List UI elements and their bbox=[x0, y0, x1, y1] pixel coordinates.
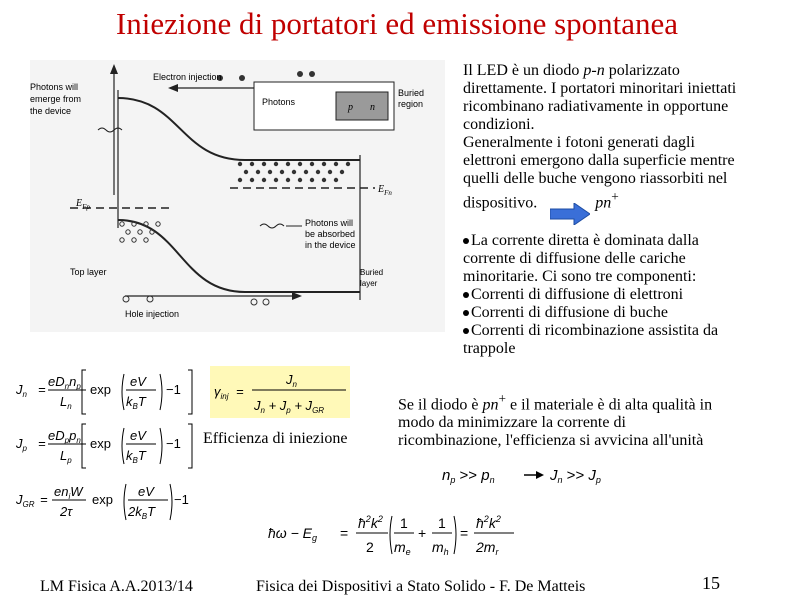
p1-line-3: ricombinano radiativamente in opportune bbox=[463, 98, 729, 115]
svg-text:−1: −1 bbox=[174, 492, 189, 507]
photons-emerge-l2: emerge from bbox=[30, 94, 82, 104]
svg-text:Jn: $J_n$ bbox=[286, 372, 297, 389]
photon-energy-formula bbox=[268, 508, 518, 560]
svg-text:=: = bbox=[460, 525, 469, 541]
svg-text:mh: $m_h$ bbox=[432, 539, 449, 557]
svg-text:me: $m_e$ bbox=[394, 539, 411, 557]
hole-injection-label: Hole injection bbox=[125, 309, 180, 319]
photons-absorbed-l3: in the device bbox=[305, 240, 356, 250]
band-diagram-figure bbox=[30, 60, 445, 332]
buried-region-l2: region bbox=[398, 99, 424, 109]
p2-bullet-2: Correnti di diffusione di buche bbox=[463, 304, 783, 322]
p1-line-6: elettroni emergono dalla superficie mentre bbox=[463, 152, 735, 169]
bullet-icon bbox=[463, 238, 469, 244]
svg-text:1: 1 bbox=[438, 515, 446, 531]
photons-emerge-l3: the device bbox=[30, 106, 72, 116]
svg-text:=: = bbox=[38, 436, 46, 451]
svg-text:eDnnp: $eD_nn_p$ bbox=[48, 374, 81, 391]
svg-text:2kBT: $2k_BT$ bbox=[128, 504, 156, 521]
p3-line-2: modo da minimizzare la corrente di bbox=[398, 414, 626, 432]
photons-label: Photons bbox=[262, 97, 296, 107]
svg-text:eV: eV bbox=[138, 484, 154, 499]
svg-text:=: = bbox=[340, 525, 349, 541]
svg-text:eniW: $en_iW$ bbox=[54, 484, 83, 501]
svg-text:exp: exp bbox=[90, 382, 111, 397]
efficiency-condition bbox=[398, 390, 768, 450]
footer-course: LM Fisica A.A.2013/14 bbox=[40, 578, 193, 595]
p1-line-2: direttamente. I portatori minoritari iniettati bbox=[463, 80, 737, 97]
n-label: n bbox=[370, 102, 375, 113]
footer-author: Fisica dei Dispositivi a Stato Solido - F. De Matteis bbox=[256, 578, 586, 595]
efficiency-label: Efficienza di iniezione bbox=[203, 430, 348, 447]
p2-line-1: La corrente diretta è dominata dalla bbox=[463, 232, 783, 250]
svg-text:exp: exp bbox=[92, 492, 113, 507]
svg-text:Jn >> Jp: $J_n >> J_p$ bbox=[550, 467, 601, 485]
p3-line-3: ricombinazione, l'efficienza si avvicina all'unità bbox=[398, 432, 704, 450]
led-description bbox=[463, 62, 783, 212]
svg-text:np >> pn: $n_p >> p_n$ bbox=[442, 467, 495, 485]
svg-text:ħ2k2: $ħ^2k^2$ bbox=[358, 514, 383, 531]
svg-text:=: = bbox=[236, 384, 244, 399]
p1-line-7: quelli delle buche vengono riassorbiti nel bbox=[463, 170, 728, 187]
svg-text:Lp: $L_p$ bbox=[60, 448, 72, 465]
buried-layer-l2: layer bbox=[360, 279, 378, 288]
svg-text:eDppn: $eD_pp_n$ bbox=[48, 428, 81, 445]
p-label: p bbox=[348, 102, 353, 113]
p3-line-1: Se il diodo è pn+ e il materiale è di alta qualità in bbox=[398, 391, 713, 414]
svg-text:kBT: $k_BT$ bbox=[126, 448, 146, 465]
page-number: 15 bbox=[702, 573, 720, 593]
svg-text:γinj: $\gamma_{inj}$ bbox=[214, 384, 229, 401]
svg-text:eV: eV bbox=[130, 374, 146, 389]
injection-efficiency-formula bbox=[210, 366, 350, 418]
bullet-icon bbox=[463, 310, 469, 316]
svg-text:1: 1 bbox=[400, 515, 408, 531]
svg-text:eV: eV bbox=[130, 428, 146, 443]
electron-injection-label: Electron injection bbox=[153, 72, 222, 82]
svg-text:Ln: $L_n$ bbox=[60, 394, 72, 411]
blue-arrow-icon bbox=[550, 203, 590, 225]
svg-text:JGR: $J_{GR}$ bbox=[16, 492, 35, 509]
svg-text:2τ: 2τ bbox=[60, 504, 73, 519]
p2-bullet-3: Correnti di ricombinazione assistita da bbox=[463, 322, 783, 340]
svg-text:Jp: $J_p$ bbox=[16, 436, 27, 453]
svg-text:exp: exp bbox=[90, 436, 111, 451]
svg-text:2mr: $2m_r$ bbox=[476, 539, 499, 557]
bullet-icon bbox=[463, 292, 469, 298]
photons-absorbed-l2: be absorbed bbox=[305, 229, 356, 239]
device-n-region bbox=[336, 92, 388, 120]
buried-layer-l1: Buried bbox=[360, 268, 384, 277]
svg-text:−1: −1 bbox=[166, 436, 181, 451]
buried-region-l1: Buried bbox=[398, 88, 425, 98]
svg-text:Jn + Jp + JGR: $J_n + J_p + J_{GR}$ bbox=[254, 398, 325, 415]
svg-text:=: = bbox=[38, 382, 46, 397]
current-components bbox=[463, 232, 783, 358]
svg-text:+: + bbox=[418, 525, 427, 541]
p1-line-5: Generalmente i fotoni generati dagli bbox=[463, 134, 695, 151]
efp-label: $E_{Fp}$ bbox=[76, 198, 90, 211]
svg-text:−1: −1 bbox=[166, 382, 181, 397]
efn-label: $E_{Fn}$ bbox=[378, 184, 392, 197]
svg-text:=: = bbox=[40, 492, 48, 507]
svg-text:Jn: $J_n$ bbox=[16, 382, 27, 399]
slide-title: Iniezione di portatori ed emissione spontanea bbox=[115, 6, 679, 41]
p1-line-1: Il LED è un diodo p-n polarizzato bbox=[463, 62, 680, 79]
top-layer-label: Top layer bbox=[70, 267, 107, 277]
p1-line-8: dispositivo. pn+ bbox=[463, 189, 619, 212]
bullet-icon bbox=[463, 328, 469, 334]
p1-line-4: condizioni. bbox=[463, 116, 535, 133]
p2-bullet-1: Correnti di diffusione di elettroni bbox=[463, 286, 783, 304]
svg-text:ħ2k2: $ħ^2k^2$ bbox=[476, 514, 501, 531]
photons-absorbed-l1: Photons will bbox=[305, 218, 354, 228]
svg-text:2: 2 bbox=[366, 539, 374, 555]
p2-line-2: corrente di diffusione delle cariche bbox=[463, 250, 686, 267]
current-equations bbox=[16, 366, 196, 526]
p2-line-3: minoritarie. Ci sono tre componenti: bbox=[463, 268, 697, 285]
photons-emerge-l1: Photons will bbox=[30, 82, 79, 92]
svg-text:kBT: $k_BT$ bbox=[126, 394, 146, 411]
svg-text:ħω − Eg: ħω − $E_g$ bbox=[268, 525, 317, 543]
carrier-inequality-formula bbox=[440, 462, 640, 492]
p2-tail: trappole bbox=[463, 340, 516, 357]
